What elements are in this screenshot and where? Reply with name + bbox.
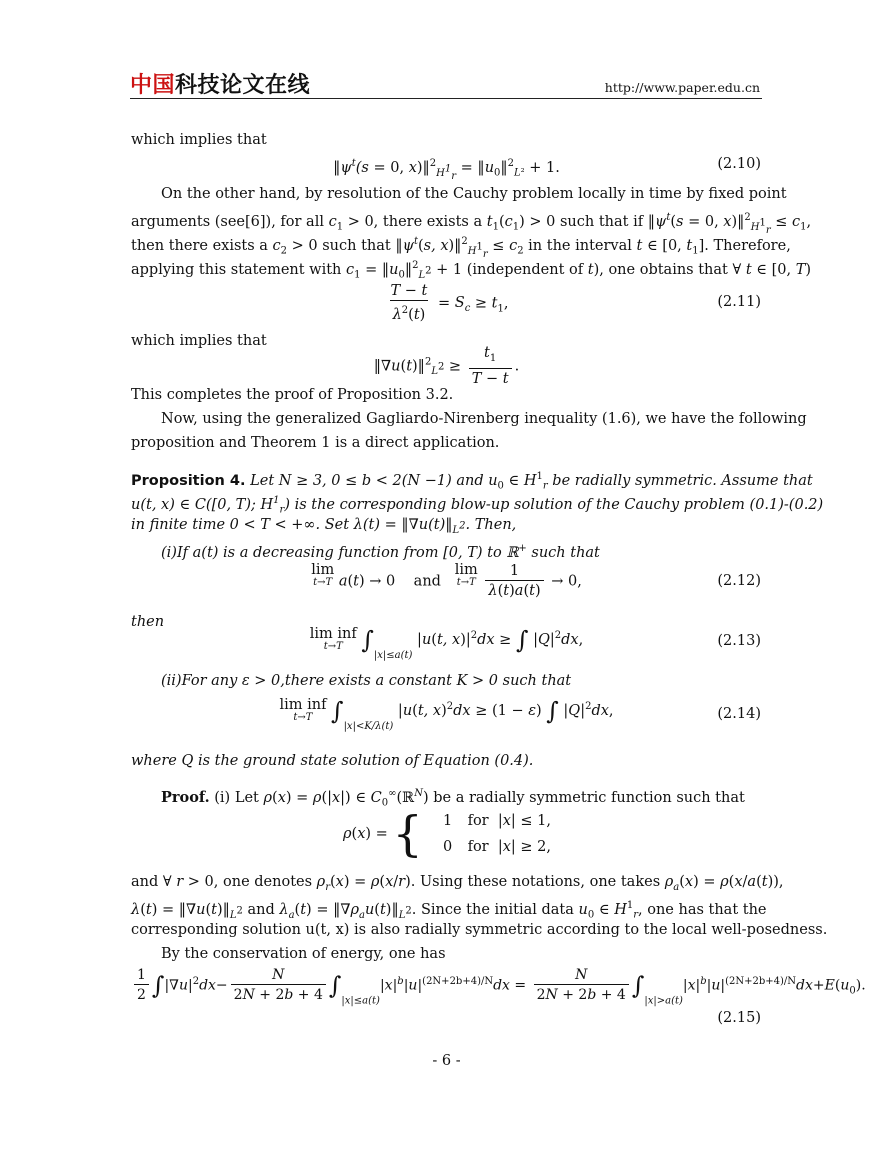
site-logo bbox=[130, 72, 310, 100]
piecewise-definition: ρ(x) = { 1 for |x| ≤ 1, 0 for |x| ≥ 2, bbox=[343, 806, 551, 862]
proof-line: corresponding solution u(t, x) is also radially symmetric according to the local well-posedness. bbox=[131, 922, 828, 938]
paragraph-line: This completes the proof of Proposition 3.2. bbox=[131, 387, 454, 403]
paragraph-line: which implies that bbox=[131, 333, 267, 349]
paragraph-line: On the other hand, by resolution of the Cauchy problem locally in time by fixed point bbox=[161, 186, 787, 202]
proof-line: and ∀ r > 0, one denotes $\rho_r(x) = \rho(x/r)$. Using these notations, one takes $\rho_a(x) = \rho(x/a(t))$, bbox=[131, 874, 784, 893]
paragraph-line: then there exists a $c_2 > 0$ such that $‖\psi^t(s$, x)‖$^2_{H^1_r}$ ≤ $c_2$ in the interval t ∈ [0, $t_1$]. Therefore, bbox=[131, 236, 791, 260]
proof-label: Proof. bbox=[161, 788, 210, 806]
equation-number: (2.10) bbox=[717, 156, 761, 172]
equation-2-14: lim inf t→T $\int_{|x|<K/\lambda(t)}$ |u(t, x)$^2$dx ≥ (1 − ε) ∫ $|Q|^2dx$, bbox=[279, 697, 614, 732]
proposition-line: in finite time 0 < T < +∞. Set $\lambda(t) = ‖\nabla u(t)‖_{L^2}$. Then, bbox=[131, 517, 517, 536]
paragraph-line: which implies that bbox=[131, 132, 267, 148]
equation-unnumbered: ‖∇u(t)‖$^2_{L^2}$ ≥ $\frac{t_1}{T - t}$ . bbox=[373, 345, 520, 387]
proposition-line: u(t, x) ∈ C([0, T); $H^1_r$) is the corresponding blow-up solution of the Cauchy problem (0.1)-(0.2) bbox=[131, 495, 824, 516]
proof-line: $\lambda(t) = ‖\nabla u(t)‖_{L^2}$ and $\lambda_a(t)$ = $‖\nabla\rho_au(t)‖_{L^2}$. Since the initial data $u_0$ ∈ $H^1_r$, one has that the bbox=[131, 900, 767, 921]
logo-red-text: 中国 bbox=[130, 73, 176, 98]
equation-number: (2.12) bbox=[717, 573, 761, 589]
logo-black-text: 科技论文在线 bbox=[175, 73, 311, 98]
page-number: - 6 - bbox=[432, 1053, 461, 1069]
header-url[interactable]: http://www.paper.edu.cn bbox=[604, 80, 760, 95]
paragraph-line: Now, using the generalized Gagliardo-Nirenberg inequality (1.6), we have the following bbox=[161, 411, 807, 427]
equation-number: (2.11) bbox=[717, 294, 761, 310]
paragraph-line: arguments (see[6]), for all $c_1 > 0$, there exists a $t_1(c_1) > 0$ such that if $‖\psi^t(s = 0$, x)‖$^2_{H^1_r}$ ≤ $c_1$, bbox=[131, 212, 812, 236]
equation-2-12: lim t→T a(t) → 0 and lim t→T $\frac{1}{\lambda(t)a(t)}$ → 0, bbox=[311, 562, 582, 599]
proposition-line: (ii)For any ε > 0,there exists a constant K > 0 such that bbox=[161, 673, 572, 689]
equation-2-10: $‖\psi^t(s = 0$, x)‖$^2_{H^1_r}$ = $‖u_0‖^2_{L^2} + 1$. bbox=[333, 158, 560, 182]
header-rule bbox=[130, 98, 762, 99]
proposition-line: (i)If a(t) is a decreasing function from [0, T) to ℝ+ such that bbox=[161, 543, 600, 561]
paragraph-line: applying this statement with $c_1$ = $‖u_0‖^2_{L^2} + 1$ (independent of t), one obtains that ∀ t ∈ [0, T) bbox=[131, 260, 812, 281]
equation-number: (2.13) bbox=[717, 633, 761, 649]
proof-line: By the conservation of energy, one has bbox=[161, 946, 446, 962]
equation-number: (2.15) bbox=[717, 1010, 761, 1026]
equation-2-15: $\frac{1}{2}$ $\int|\nabla u|^2dx-$ $\frac{N}{2N + 2b + 4}$ $\int_{|x|\le a(t)}|x|^b|u|^{(2N+2b+4)/N}dx$ = $\frac{N}{2N + 2b + 4}$ $\int_{|x|>a(t)}|x|^b|u|^{(2N+2b+4)/N}dx+E(u_0)$. bbox=[131, 966, 866, 1007]
equation-2-11: $\frac{T - t}{\lambda^2(t)}$ = $S_c \ge t_1$, bbox=[390, 283, 509, 323]
equation-number: (2.14) bbox=[717, 706, 761, 722]
proof-line: Proof. (i) Let ρ(x) = ρ(|x|) ∈ $C_0^\infty(ℝ^N)$ be a radially symmetric function such that bbox=[161, 788, 745, 809]
paragraph-line: then bbox=[131, 614, 165, 630]
proposition-line: Proposition 4. Let N ≥ 3, 0 ≤ b < 2(N −1) and $u_0$ ∈ $H^1_r$ be radially symmetric. Assume that bbox=[131, 471, 813, 492]
equation-2-13: lim inf t→T $\int_{|x|\le a(t)}$ |u(t, $x)|^2dx$ ≥ ∫ $|Q|^2dx$, bbox=[309, 626, 584, 661]
paragraph-line: where Q is the ground state solution of Equation (0.4). bbox=[131, 753, 534, 769]
paragraph-line: proposition and Theorem 1 is a direct application. bbox=[131, 435, 500, 451]
proposition-label: Proposition 4. bbox=[131, 472, 246, 489]
